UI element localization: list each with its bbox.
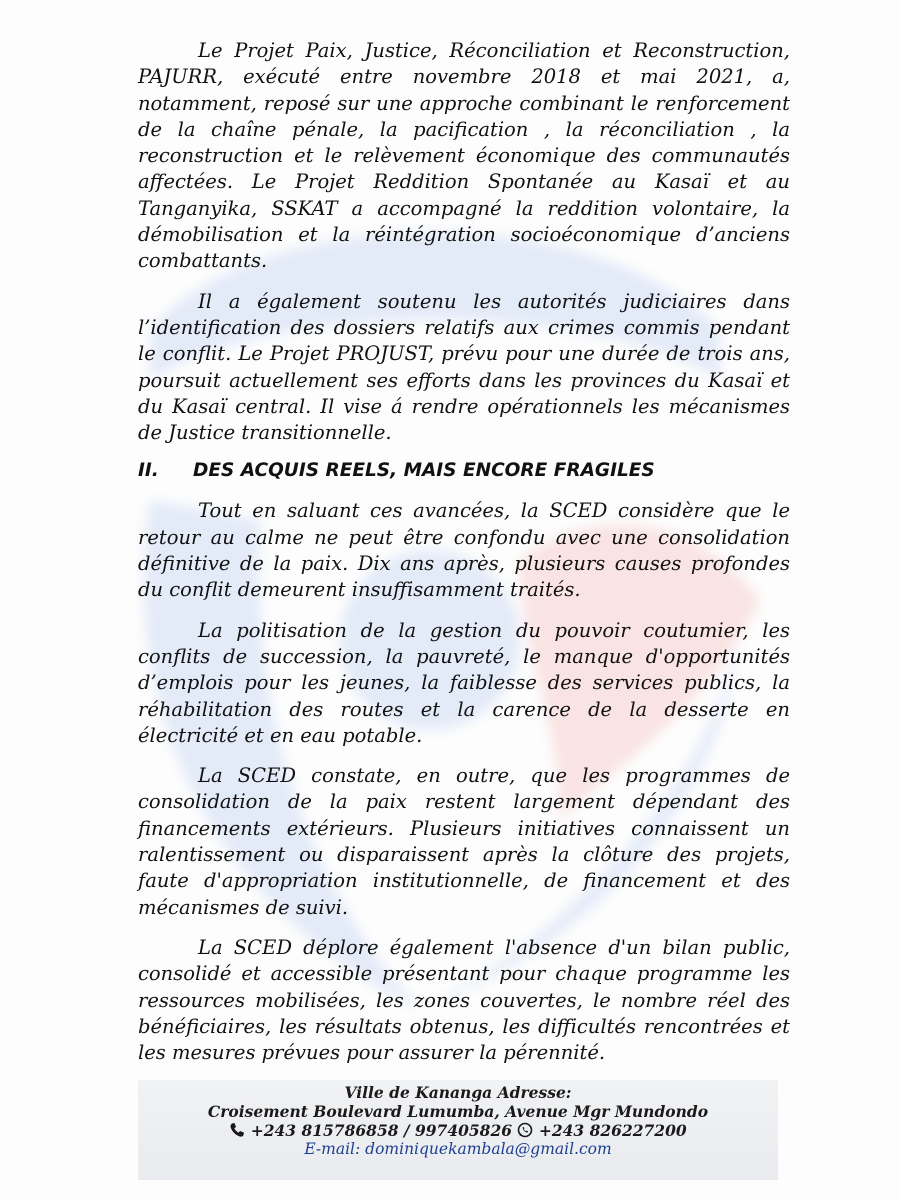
letterhead-footer [138, 1080, 778, 1180]
phone-icon [229, 1122, 245, 1138]
footer-address: Croisement Boulevard Lumumba, Avenue Mgr Mundondo [207, 1102, 709, 1121]
footer-phones [138, 1121, 778, 1140]
section-title: DES ACQUIS REELS, MAIS ENCORE FRAGILES [193, 460, 655, 482]
whatsapp-number: +243 826227200 [538, 1121, 687, 1140]
footer-city: Ville de Kananga Adresse: [344, 1083, 572, 1102]
paragraph-pajurr-sskat: Le Projet Paix, Justice, Réconciliation et Reconstruction, PAJURR, exécuté entre novembre 2018 et mai 2021, a, notamment, reposé sur une approche combinant le renforcement de la chaîne pénale, la pacification , la réconciliation , la reconstruction et le relèvement économique des communautés affectées. Le Projet Reddition Spontanée au Kasaï et au Tanganyika, SSKAT a accompagné la reddition volontaire, la démobilisation et la réintégration socioéconomique d’anciens combattants. [138, 39, 790, 273]
section-heading [138, 458, 790, 484]
whatsapp-icon [517, 1122, 533, 1138]
footer-email[interactable]: E-mail: dominiquekambala@gmail.com [304, 1140, 612, 1158]
paragraph-financements: La SCED constate, en outre, que les programmes de consolidation de la paix restent largement dépendant des financements extérieurs. Plusieurs initiatives connaissent un ralentissement ou disparaissent après la clôture des projets, faute d'appropriation institutionnelle, de financement et des mécanismes de suivi. [138, 764, 790, 919]
document-body [138, 38, 790, 1066]
paragraph-bilan-public: La SCED déplore également l'absence d'un bilan public, consolidé et accessible présentant pour chaque programme les ressources mobilisées, les zones couvertes, le nombre réel des bénéficiaires, les résultats obtenus, les difficultés rencontrées et les mesures prévues pour assurer la pérennité. [138, 935, 790, 1065]
paragraph-causes-profondes: La politisation de la gestion du pouvoir coutumier, les conflits de succession, la pauvreté, le manque d'opportunités d’emplois pour les jeunes, la faiblesse des services publics, la réhabilitation des routes et la carence de la desserte en électricité et en eau potable. [138, 618, 790, 747]
paragraph-retour-au-calme: Tout en saluant ces avancées, la SCED considère que le retour au calme ne peut être confondu avec une consolidation définitive de la paix. Dix ans après, plusieurs causes profondes du conflit demeurent insuffisamment traités. [138, 499, 790, 602]
section-number: II. [138, 460, 159, 482]
paragraph-projust: Il a également soutenu les autorités judiciaires dans l’identification des dossiers relatifs aux crimes commis pendant le conflit. Le Projet PROJUST, prévu pour une durée de trois ans, poursuit actuellement ses efforts dans les provinces du Kasaï et du Kasaï central. Il vise á rendre opérationnels les mécanismes de Justice transitionnelle. [138, 289, 790, 445]
phone-numbers: +243 815786858 / 997405826 [250, 1121, 513, 1140]
